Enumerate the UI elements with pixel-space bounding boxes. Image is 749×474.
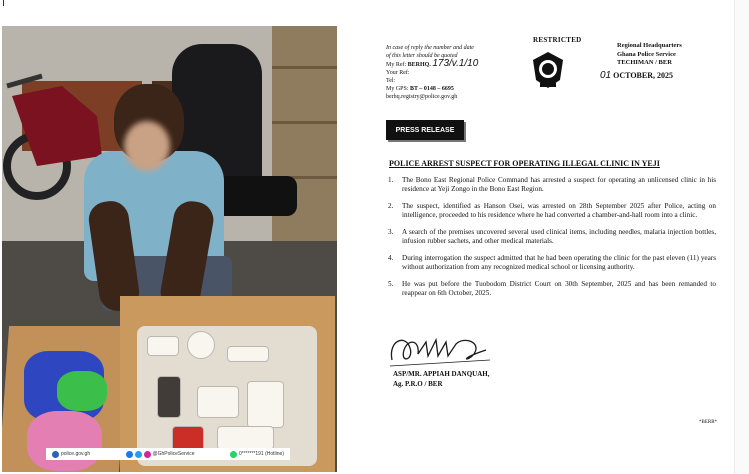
blurred-face	[124, 121, 170, 171]
your-ref-label: Your Ref:	[386, 70, 410, 76]
paragraph	[388, 202, 716, 220]
paragraph-number: 1.	[388, 176, 394, 184]
paragraph-text: A search of the premises uncovered several used clinical items, including needles, malaria injection bottles, infusion rubber sachets, and other medical materials.	[402, 228, 716, 245]
signatory-role: Ag. P.R.O / BER	[393, 380, 443, 388]
my-ref-handwritten: 173/v.1/10	[432, 58, 479, 69]
paragraph	[388, 254, 716, 272]
paragraph-number: 5.	[388, 280, 394, 288]
arrest-photo	[2, 26, 337, 472]
my-ref-value: BERHQ.	[407, 62, 431, 68]
pink-plastic-bag	[27, 411, 102, 471]
gps-row	[386, 85, 506, 93]
press-release-badge: PRESS RELEASE	[386, 120, 464, 140]
footer-website-text: police.gov.gh	[61, 451, 91, 457]
photo-footer-bar	[46, 448, 290, 460]
paragraph-number: 2.	[388, 202, 394, 210]
reference-block	[386, 44, 506, 101]
press-release-letter	[378, 30, 718, 470]
restricted-label: RESTRICTED	[533, 36, 582, 44]
paragraph-number: 3.	[388, 228, 394, 236]
paragraph-text: He was put before the Tuobodom District Court on 30th September, 2025 and has been remanded to reappear on 6th October, 2025.	[402, 280, 716, 297]
handwritten-signature	[386, 330, 496, 374]
release-body	[388, 176, 716, 306]
reply-note-line-1: In case of reply the number and date	[386, 45, 474, 51]
my-ref-label: My Ref:	[386, 62, 407, 68]
reply-note-line-2: of this letter should be quoted	[386, 53, 458, 59]
facebook-icon	[126, 451, 133, 458]
footer-social-text: @GhPoliceService	[152, 451, 195, 457]
date-day-handwritten: 01	[600, 70, 612, 81]
release-title: POLICE ARREST SUSPECT FOR OPERATING ILLEGAL CLINIC IN YEJI	[389, 159, 660, 168]
right-edge-strip	[734, 0, 749, 474]
paragraph-number: 4.	[388, 254, 394, 262]
twitter-icon	[135, 451, 142, 458]
footer-website	[52, 451, 90, 458]
gps-value: BT – 0148 – 6695	[410, 86, 454, 92]
globe-icon	[52, 451, 59, 458]
tel-label: Tel:	[386, 78, 396, 84]
paragraph	[388, 280, 716, 298]
paragraph	[388, 228, 716, 246]
hq-line-2: Ghana Police Service	[617, 50, 676, 58]
green-plastic-bag	[57, 371, 107, 411]
signatory-name: ASP/MR. APPIAH DANQUAH,	[393, 370, 490, 378]
medical-items-pile	[137, 326, 317, 466]
police-crest-logo	[530, 50, 566, 90]
letter-date	[600, 70, 673, 81]
footer-hotline	[230, 451, 284, 458]
date-month-year: OCTOBER, 2025	[613, 71, 673, 80]
paragraph-text: The suspect, identified as Hanson Osei, was arrested on 28th September 2025 after Police, acting on intelligence, proceeded to his residence where he had converted a chamber-and-hall room into a clinic.	[402, 202, 716, 219]
paragraph-text: During interrogation the suspect admitted that he had been operating the clinic for the past eleven (11) years without authorization from any recognized medical school or licensing authority.	[402, 254, 716, 271]
footer-hotline-text: 0*******191 (Hotline)	[238, 451, 284, 457]
top-divider	[3, 0, 4, 6]
gps-label: My GPS:	[386, 86, 409, 92]
hq-line-3: TECHIMAN / BER	[617, 59, 672, 66]
instagram-icon	[144, 451, 151, 458]
paragraph-text: The Bono East Regional Police Command has arrested a suspect for operating an unlicensed clinic in his residence at Yeji Zongo in the Bono East Region.	[402, 176, 716, 193]
my-ref-row	[386, 60, 506, 69]
whatsapp-icon	[230, 451, 237, 458]
footer-social	[126, 451, 195, 458]
paragraph	[388, 176, 716, 194]
hq-line-1: Regional Headquarters	[617, 42, 682, 49]
bottom-mark: *BERR*	[699, 420, 718, 425]
registry-email: berhq.registry@police.gov.gh	[386, 94, 458, 100]
hq-address-block	[617, 42, 682, 68]
